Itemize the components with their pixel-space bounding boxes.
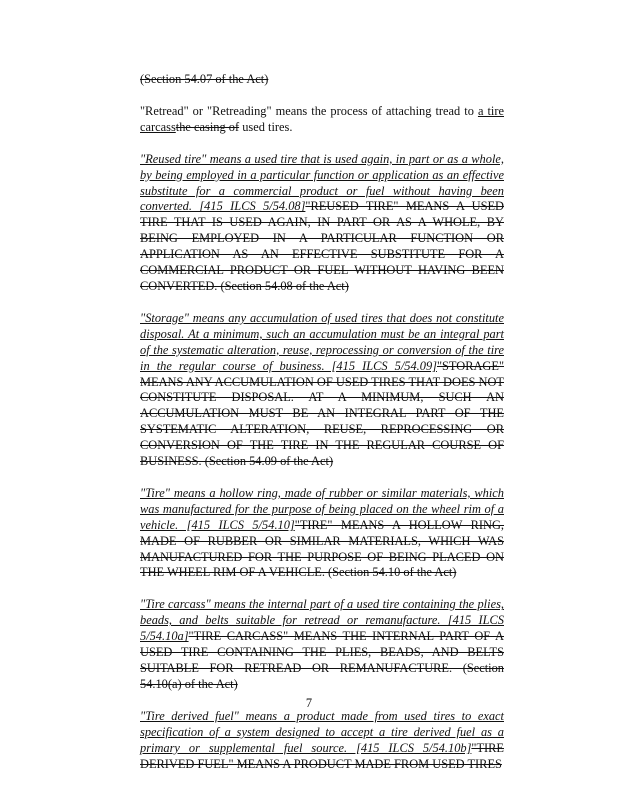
reused-inserted: "Reused tire" means a used tire that is used again, in part or as a whole, by being employed in a particular function or application as an effective substitute for a commercial product or fuel without having been converted. [415 ILCS 5/54.08] bbox=[140, 151, 504, 214]
storage-deleted: "STORAGE" MEANS ANY ACCUMULATION OF USED TIRES THAT DOES NOT CONSTITUTE DISPOSAL. AT A MINIMUM, SUCH AN ACCUMULATION MUST BE AN INTEGRAL PART OF THE SYSTEMATIC ALTERATION, REUSE, REPROCESSING OR CONVERSION OF THE TIRE IN THE REGULAR COURSE OF BUSINESS. (Section 54.09 of the Act) bbox=[140, 358, 504, 469]
fuel-inserted: "Tire derived fuel" means a product made from used tires to exact specification of a system designed to accept a tire derived fuel as a primary or supplemental fuel source. [415 ILCS 5/54.10b] bbox=[140, 708, 504, 755]
definition-reused-tire bbox=[140, 152, 504, 295]
definition-tire bbox=[140, 486, 504, 581]
section-reference bbox=[140, 72, 504, 88]
storage-inserted: "Storage" means any accumulation of used tires that does not constitute disposal. At a minimum, such an accumulation must be an integral part of the systematic alteration, reuse, reprocessing or conversion of the tire in the regular course of business. [415 ILCS 5/54.09] bbox=[140, 310, 504, 373]
definition-tire-carcass bbox=[140, 597, 504, 692]
page-number: 7 bbox=[305, 696, 313, 710]
definition-retread bbox=[140, 104, 504, 136]
retread-inserted: a tire carcass bbox=[140, 103, 504, 134]
definition-tire-derived-fuel bbox=[140, 709, 504, 773]
retread-text: "Retread" or "Retreading" means the process of attaching tread to bbox=[140, 103, 478, 118]
tire-deleted: "TIRE" MEANS A HOLLOW RING, MADE OF RUBBER OR SIMILAR MATERIALS, WHICH WAS MANUFACTURED FOR THE PURPOSE OF BEING PLACED ON THE WHEEL RIM OF A VEHICLE. (Section 54.10 of the Act) bbox=[140, 517, 505, 580]
retread-end: used tires. bbox=[239, 119, 293, 134]
document-page bbox=[140, 72, 504, 788]
definition-storage bbox=[140, 311, 504, 470]
tire-inserted: "Tire" means a hollow ring, made of rubber or similar materials, which was manufactured for the purpose of being placed on the wheel rim of a vehicle. [415 ILCS 5/54.10] bbox=[140, 485, 504, 532]
fuel-deleted: "TIRE DERIVED FUEL" MEANS A PRODUCT MADE FROM USED TIRES bbox=[140, 740, 504, 771]
carcass-inserted: "Tire carcass" means the internal part of a used tire containing the plies, beads, and belts suitable for retread or remanufacture. [415 ILCS 5/54.10a] bbox=[140, 597, 504, 644]
reused-deleted: "REUSED TIRE" MEANS A USED TIRE THAT IS USED AGAIN, IN PART OR AS A WHOLE, BY BEING EMPLOYED IN A PARTICULAR FUNCTION OR APPLICATION AS AN EFFECTIVE SUBSTITUTE FOR A COMMERCIAL PRODUCT OR FUEL WITHOUT HAVING BEEN CONVERTED. (Section 54.08 of the Act) bbox=[140, 199, 504, 293]
struck-section-reference: (Section 54.07 of the Act) bbox=[140, 72, 269, 86]
retread-deleted: the casing of bbox=[175, 119, 240, 134]
carcass-deleted: "TIRE CARCASS" MEANS THE INTERNAL PART OF A USED TIRE CONTAINING THE PLIES, BEADS, AND BELTS SUITABLE FOR RETREAD OR REMANUFACTURE. (Section 54.10(a) of the Act) bbox=[140, 629, 504, 691]
